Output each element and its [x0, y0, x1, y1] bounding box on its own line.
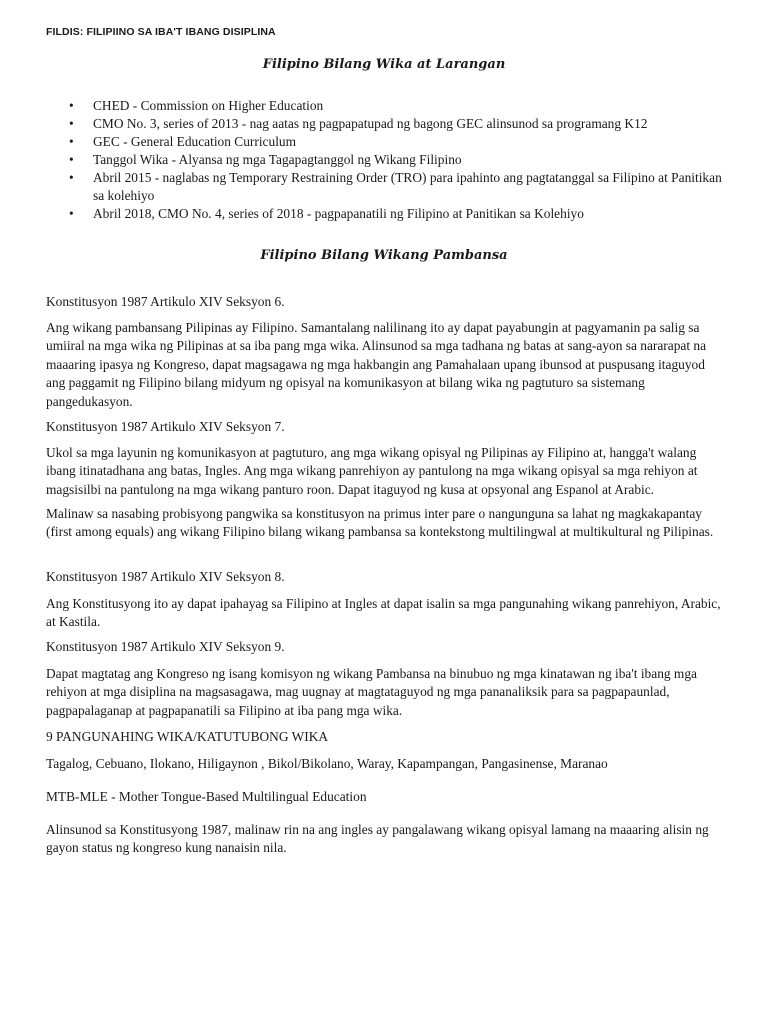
- subheading-pangunahing-wika: 9 PANGUNAHING WIKA/KATUTUBONG WIKA: [46, 729, 329, 744]
- paragraph: Tagalog, Cebuano, Ilokano, Hiligaynon , Bikol/Bikolano, Waray, Kapampangan, Pangasinense, Maranao: [46, 756, 608, 771]
- paragraph: Ukol sa mga layunin ng komunikasyon at pagtuturo, ang mga wikang opisyal ng Pilipinas ay Filipino at, hangga't walang ibang itinatadhana ang batas, Ingles. Ang mga wikang panrehiyon ay pantulong na mga wikang opisyal sa mga rehiyon at magsisilbi na pantulong na mga wikang panturo roon. Dapat itaguyod ng kusa at opsyonal ang Espanol at Arabic.: [46, 445, 698, 497]
- paragraph: Ang wikang pambansang Pilipinas ay Filipino. Samantalang nalilinang ito ay dapat payabungin at pagyamanin pa salig sa umiiral na mga wika ng Pilipinas at sa iba pang mga wika. Alinsunod sa mga tadhana ng batas at sang-ayon sa nararapat na maaaring ipasya ng Kongreso, dapat magsagawa ng mga hakbangin ang Pamahalaan upang ibunsod at puspusang itaguyod ang paggamit ng Filipino bilang midyum ng opisyal na komunikasyon at bilang wika ng pagtuturo sa sistemang pangedukasyon.: [46, 320, 707, 409]
- list-item: • Abril 2015 - naglabas ng Temporary Restraining Order (TRO) para ipahinto ang pagtatanggal sa Filipino at Panitikan sa kolehiyo: [69, 169, 729, 205]
- paragraph: MTB-MLE - Mother Tongue-Based Multilingual Education: [46, 789, 367, 804]
- article-heading: Konstitusyon 1987 Artikulo XIV Seksyon 6.: [46, 294, 285, 309]
- paragraph: Ang Konstitusyong ito ay dapat ipahayag sa Filipino at Ingles at dapat isalin sa mga pangunahing wikang panrehiyon, Arabic, at Kastila.: [46, 596, 721, 630]
- article-heading: Konstitusyon 1987 Artikulo XIV Seksyon 9.: [46, 639, 285, 654]
- paragraph: Malinaw sa nasabing probisyong pangwika sa konstitusyon na primus inter pare o nangunguna sa lahat ng magkakapantay (first among equals) ang wikang Filipino bilang wikang pambansa sa kontekstong multilingwal at multikultural ng Pilipinas.: [46, 506, 714, 540]
- list-item: • GEC - General Education Curriculum: [69, 133, 729, 151]
- list-item: • Abril 2018, CMO No. 4, series of 2018 - pagpapanatili ng Filipino at Panitikan sa Kolehiyo: [69, 205, 729, 223]
- paragraph: Alinsunod sa Konstitusyong 1987, malinaw rin na ang ingles ay pangalawang wikang opisyal lamang na maaaring alisin ng gayon status ng kongreso kung nanaisin nila.: [46, 822, 709, 856]
- list-item: • Tanggol Wika - Alyansa ng mga Tagapagtanggol ng Wikang Filipino: [69, 151, 729, 169]
- paragraph: Dapat magtatag ang Kongreso ng isang komisyon ng wikang Pambansa na binubuo ng mga kinatawan ng iba't ibang mga rehiyon at mga disiplina na magsasagawa, mag uugnay at magtataguyod ng mga pananaliksik para sa pagpapaunlad, pagpapalaganap at pagpapanatili sa Filipino at iba pang mga wika.: [46, 666, 697, 718]
- running-header: FILDIS: FILIPIINO SA IBA'T IBANG DISIPLINA: [46, 26, 276, 38]
- bullet-list: [69, 97, 729, 223]
- section-title-wikang-pambansa: Filipino Bilang Wikang Pambansa: [260, 248, 508, 263]
- list-item: • CHED - Commission on Higher Education: [69, 97, 729, 115]
- section-title-wika-at-larangan: Filipino Bilang Wika at Larangan: [262, 57, 506, 72]
- article-heading: Konstitusyon 1987 Artikulo XIV Seksyon 8.: [46, 569, 285, 584]
- article-heading: Konstitusyon 1987 Artikulo XIV Seksyon 7.: [46, 419, 285, 434]
- list-item: • CMO No. 3, series of 2013 - nag aatas ng pagpapatupad ng bagong GEC alinsunod sa programang K12: [69, 115, 729, 133]
